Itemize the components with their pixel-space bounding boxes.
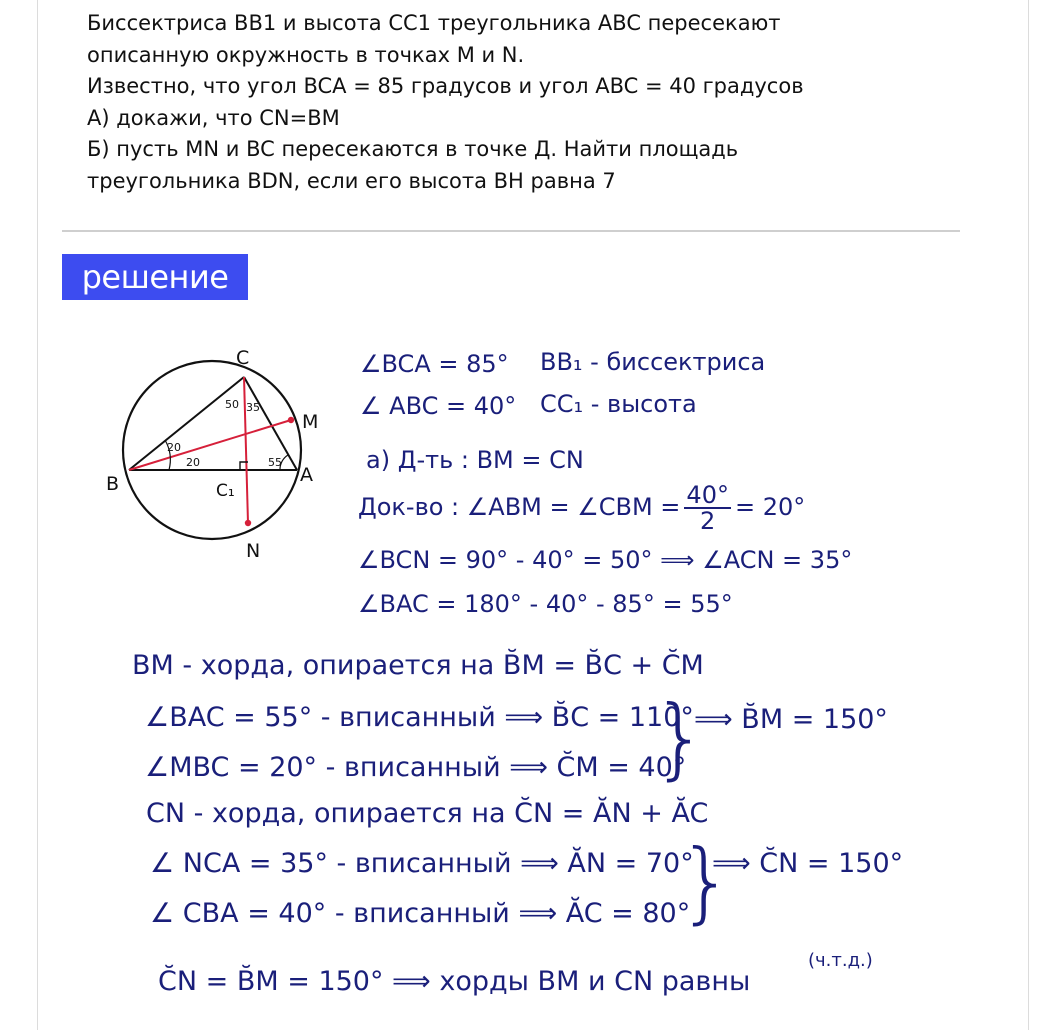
- geometry-diagram: [100, 340, 340, 570]
- angle-label-c-left: 50: [225, 398, 239, 411]
- fraction: [684, 483, 731, 533]
- point-m: [288, 417, 294, 423]
- chord-cn-line: CN - хорда, опирается на C̆N = ĂN + ĂC: [146, 798, 709, 829]
- conclusion-line: C̆N = B̆M = 150° ⟹ хорды BM и CN равны: [158, 966, 751, 997]
- label-n: N: [246, 540, 261, 562]
- brace-bm: }: [652, 686, 708, 789]
- angle-label-c-right: 35: [246, 401, 260, 414]
- problem-statement: [87, 8, 987, 197]
- chord-mbc-line: ∠MBC = 20° - вписанный ⟹ C̆M = 40°: [145, 752, 687, 783]
- fraction-denominator: 2: [700, 507, 716, 535]
- angle-label-a: 55: [268, 456, 282, 469]
- chord-bm-line: BM - хорда, опирается на B̆M = B̆C + C̆M: [132, 650, 704, 681]
- page-border-right: [1028, 0, 1029, 1030]
- fraction-numerator: 40°: [686, 481, 729, 509]
- proof-bcn-line: ∠BCN = 90° - 40° = 50° ⟹ ∠ACN = 35°: [358, 546, 853, 574]
- solution-banner: решение: [62, 254, 248, 300]
- chord-cba-line: ∠ CBA = 40° - вписанный ⟹ ĂC = 80°: [150, 898, 691, 929]
- given-bb1: BB₁ - биссектриса: [540, 348, 766, 376]
- label-a: A: [300, 464, 313, 486]
- problem-line: Биссектриса BB1 и высота CC1 треугольника ABC пересекают: [87, 11, 781, 35]
- angle-label-b-top: 20: [167, 441, 181, 454]
- brace-cn: }: [678, 830, 734, 933]
- label-c: C: [236, 347, 250, 369]
- proof-prefix: Док-во : ∠ABM = ∠CBM =: [358, 493, 681, 521]
- problem-line: Б) пусть MN и BC пересекаются в точке Д. Найти площадь: [87, 137, 739, 161]
- part-a-statement: а) Д-ть : BM = CN: [366, 446, 584, 474]
- problem-line: треугольника BDN, если его высота BH равна 7: [87, 168, 616, 193]
- given-bca: ∠BCA = 85°: [360, 350, 509, 378]
- point-n: [245, 520, 251, 526]
- chord-nca-line: ∠ NCA = 35° - вписанный ⟹ ĂN = 70°: [150, 848, 694, 879]
- proof-suffix: = 20°: [734, 493, 806, 521]
- circumcircle: [123, 361, 301, 539]
- proof-abm-line: [358, 483, 805, 533]
- label-b: B: [106, 473, 120, 495]
- chord-bac-line: ∠BAC = 55° - вписанный ⟹ B̆C = 110°: [145, 702, 694, 733]
- problem-line: Известно, что угол BCA = 85 градусов и угол ABC = 40 градусов: [87, 74, 804, 98]
- label-c1: C₁: [216, 481, 235, 501]
- given-abc: ∠ ABC = 40°: [360, 392, 517, 420]
- given-cc1: CC₁ - высота: [540, 390, 697, 418]
- section-divider: [62, 230, 960, 232]
- bisector-bm: [129, 420, 291, 470]
- problem-line: А) докажи, что CN=BM: [87, 105, 340, 130]
- proof-bac-line: ∠BAC = 180° - 40° - 85° = 55°: [358, 590, 733, 618]
- chord-bm-result: ⟹ B̆M = 150°: [694, 704, 888, 735]
- angle-label-b-bottom: 20: [186, 456, 200, 469]
- qed-mark: (ч.т.д.): [808, 950, 873, 971]
- altitude-cn: [244, 377, 248, 523]
- page-border-left: [37, 0, 38, 1030]
- chord-cn-result: ⟹ C̆N = 150°: [712, 848, 904, 879]
- problem-line: описанную окружность в точках M и N.: [87, 42, 525, 67]
- label-m: M: [302, 411, 319, 433]
